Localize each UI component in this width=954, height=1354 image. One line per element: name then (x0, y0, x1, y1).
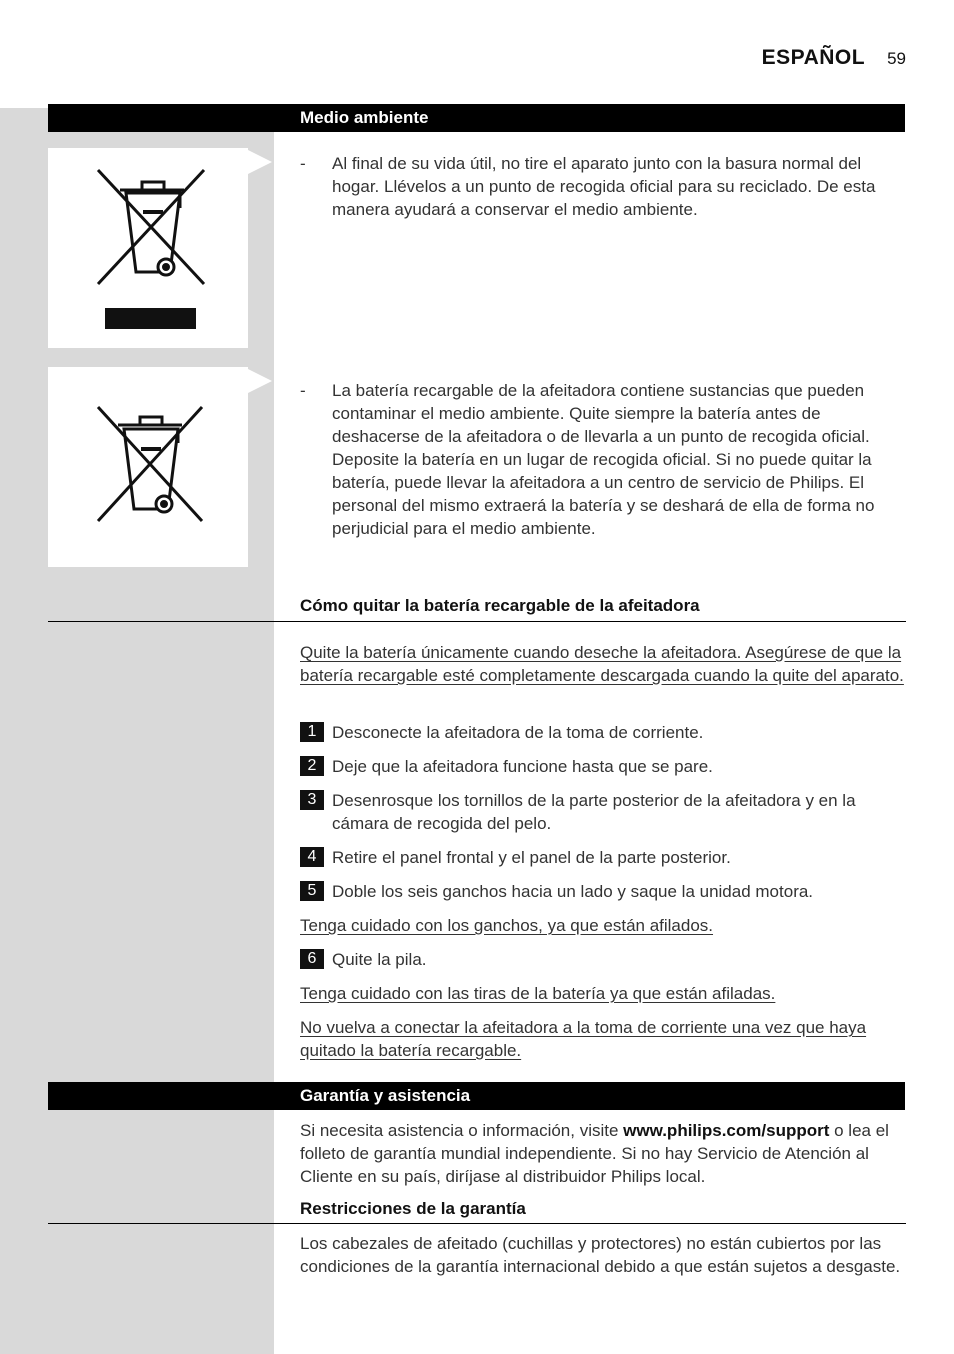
section-rule (48, 1223, 906, 1224)
step-item: 2 Deje que la afeitadora funcione hasta que se pare. (300, 755, 906, 778)
step-number: 3 (300, 790, 324, 810)
crossed-out-wheelie-bin-icon (48, 148, 248, 348)
figure-pointer (248, 150, 272, 174)
bullet-disposal: - Al final de su vida útil, no tire el aparato junto con la basura normal del hogar. Llévelos a un punto de recogida oficial para su reciclado. De esta manera ayudará a conservar el medio ambiente. (300, 154, 876, 219)
section-title-warranty: Garantía y asistencia (300, 1086, 471, 1105)
figure-pointer (248, 369, 272, 393)
bullet-battery-disposal: - La batería recargable de la afeitadora contiene sustancias que pueden contaminar el medio ambiente. Quite siempre la batería antes de deshacerse de la afeitadora o de llevarla a un punto de recogida oficial. Deposite la batería en un lugar de recogida oficial. Si no puede quitar la batería, puede llevar la afeitadora a un centro de servicio de Philips. El personal del mismo extraerá la batería y se deshará de ella de forma no perjudicial para el medio ambiente. (300, 381, 875, 538)
caution-strips: Tenga cuidado con las tiras de la batería ya que están afiladas. (300, 984, 776, 1003)
section-bar-warranty (48, 1082, 905, 1110)
step-item: 6 Quite la pila. (300, 948, 906, 971)
support-url-link[interactable]: www.philips.com/support (623, 1121, 830, 1140)
step-number: 6 (300, 949, 324, 969)
weee-symbol-figure (48, 148, 248, 348)
step-item: 5 Doble los seis ganchos hacia un lado y saque la unidad motora. (300, 880, 906, 903)
battery-disposal-figure (48, 367, 248, 567)
step-number: 1 (300, 722, 324, 742)
section-bar-environment (48, 104, 905, 132)
section-rule (48, 621, 906, 622)
step-item: 4 Retire el panel frontal y el panel de la parte posterior. (300, 846, 906, 869)
warranty-restrictions-text: Los cabezales de afeitado (cuchillas y protectores) no están cubiertos por las condiciones de la garantía internacional debido a que están sujetos a desgaste. (300, 1234, 901, 1276)
caution-hooks: Tenga cuidado con los ganchos, ya que están afilados. (300, 916, 714, 935)
subsection-title-battery-removal: Cómo quitar la batería recargable de la afeitadora (300, 596, 700, 615)
battery-removal-intro: Quite la batería únicamente cuando deseche la afeitadora. Asegúrese de que la batería recargable esté completamente descargada cuando la quite del aparato. (300, 643, 904, 685)
step-number: 5 (300, 881, 324, 901)
step-number: 4 (300, 847, 324, 867)
page-header (762, 46, 906, 70)
step-item: 1 Desconecte la afeitadora de la toma de corriente. (300, 721, 906, 744)
warning-reconnect: No vuelva a conectar la afeitadora a la toma de corriente una vez que haya quitado la batería recargable. (300, 1018, 867, 1060)
page-number: 59 (887, 49, 906, 68)
language-label: ESPAÑOL (761, 46, 866, 69)
step-number: 2 (300, 756, 324, 776)
section-title-environment: Medio ambiente (300, 108, 429, 127)
crossed-out-battery-bin-icon (48, 367, 248, 567)
subsection-title-warranty-restrictions: Restricciones de la garantía (300, 1199, 526, 1218)
warranty-support-text: Si necesita asistencia o información, visite www.philips.com/support o lea el folleto de garantía mundial independiente. Si no hay Servicio de Atención al Cliente en su país, diríjase al distribuidor Philips local. (300, 1121, 889, 1186)
step-item: 3 Desenrosque los tornillos de la parte posterior de la afeitadora y en la cámara de recogida del pelo. (300, 789, 906, 835)
